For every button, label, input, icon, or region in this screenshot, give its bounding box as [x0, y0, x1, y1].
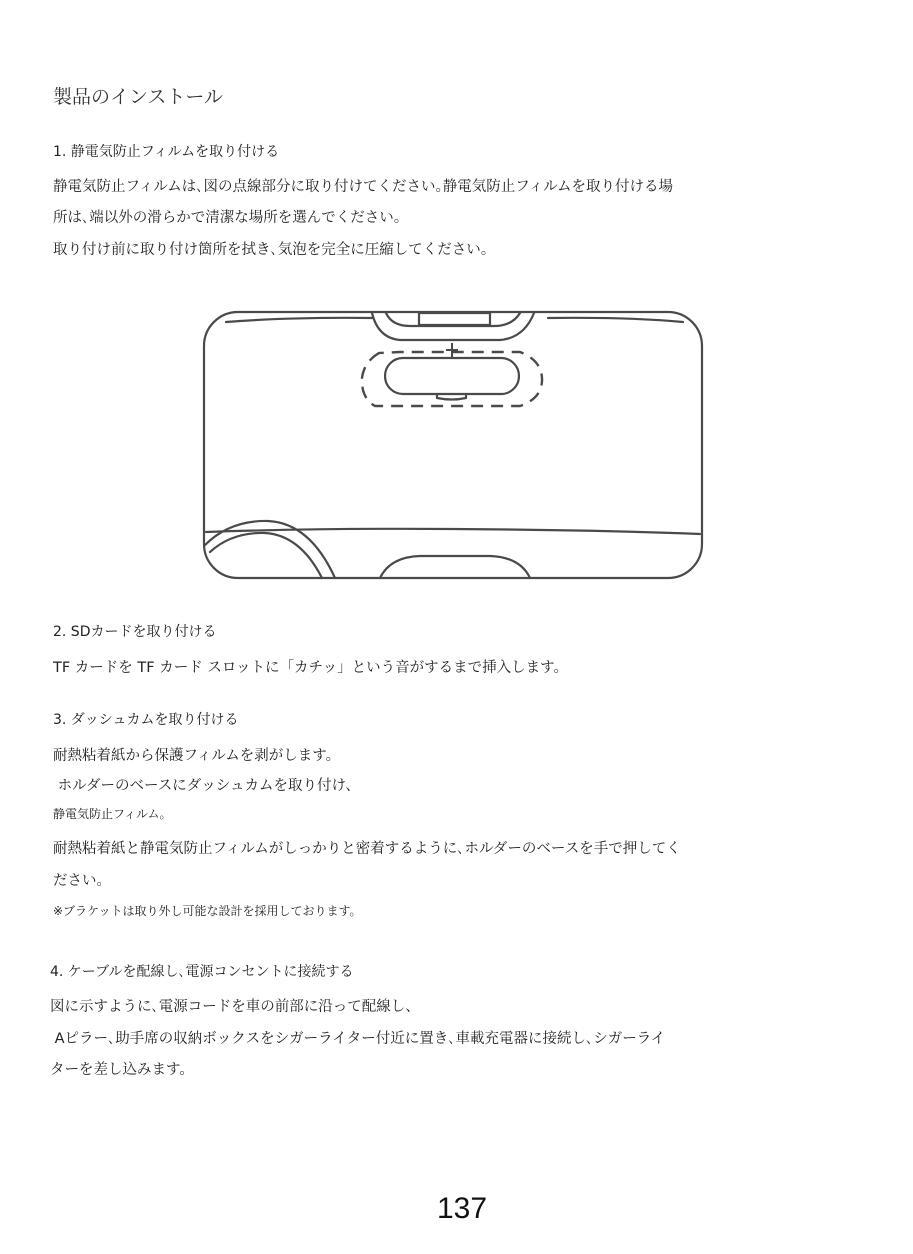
section3-line-4: ださい。	[53, 873, 111, 889]
section1-line-1: 静電気防止フィルムは､図の点線部分に取り付けてください｡静電気防止フィルムを取り付ける場	[53, 179, 674, 195]
section3-line-1: 耐熱粘着紙から保護フィルムを剥がします。	[53, 748, 341, 764]
antistatic-film-dashed-area	[362, 352, 542, 406]
section3-heading: 3. ダッシュカムを取り付ける	[53, 712, 239, 728]
section1-line-3: 取り付け前に取り付け箇所を拭き､気泡を完全に圧縮してください。	[53, 242, 496, 258]
bottom-port	[380, 556, 530, 578]
mount-slot	[385, 358, 519, 394]
section1-line-2: 所は､端以外の滑らかで清潔な場所を選んでください。	[53, 210, 409, 226]
section4-heading: 4. ケーブルを配線し､電源コンセントに接続する	[50, 964, 354, 980]
section1-heading: 1. 静電気防止フィルムを取り付ける	[53, 144, 280, 160]
section4-line-3: ターを差し込みます。	[50, 1062, 194, 1078]
section3-line-3: 耐熱粘着紙と静電気防止フィルムがしっかりと密着するように､ホルダーのベースを手で押してく	[53, 841, 681, 857]
section2-heading: 2. SDカードを取り付ける	[53, 624, 217, 640]
page-number: 137	[437, 1192, 488, 1225]
section3-small-text: 静電気防止フィルム｡	[53, 807, 166, 821]
section2-line-1: TF カードを TF カード スロットに「カチッ」という音がするまで挿入します。	[53, 660, 568, 676]
section3-note: ※ブラケットは取り外し可能な設計を採用しております。	[53, 904, 362, 918]
section4-line-2: Aピラー､助手席の収納ボックスをシガーライター付近に置き､車載充電器に接続し､シガーライ	[50, 1031, 666, 1047]
page-title: 製品のインストール	[53, 86, 224, 108]
section3-line-2: ホルダーのベースにダッシュカムを取り付け、	[53, 778, 360, 794]
section4-line-1: 図に示すように､電源コードを車の前部に沿って配線し、	[50, 999, 420, 1015]
